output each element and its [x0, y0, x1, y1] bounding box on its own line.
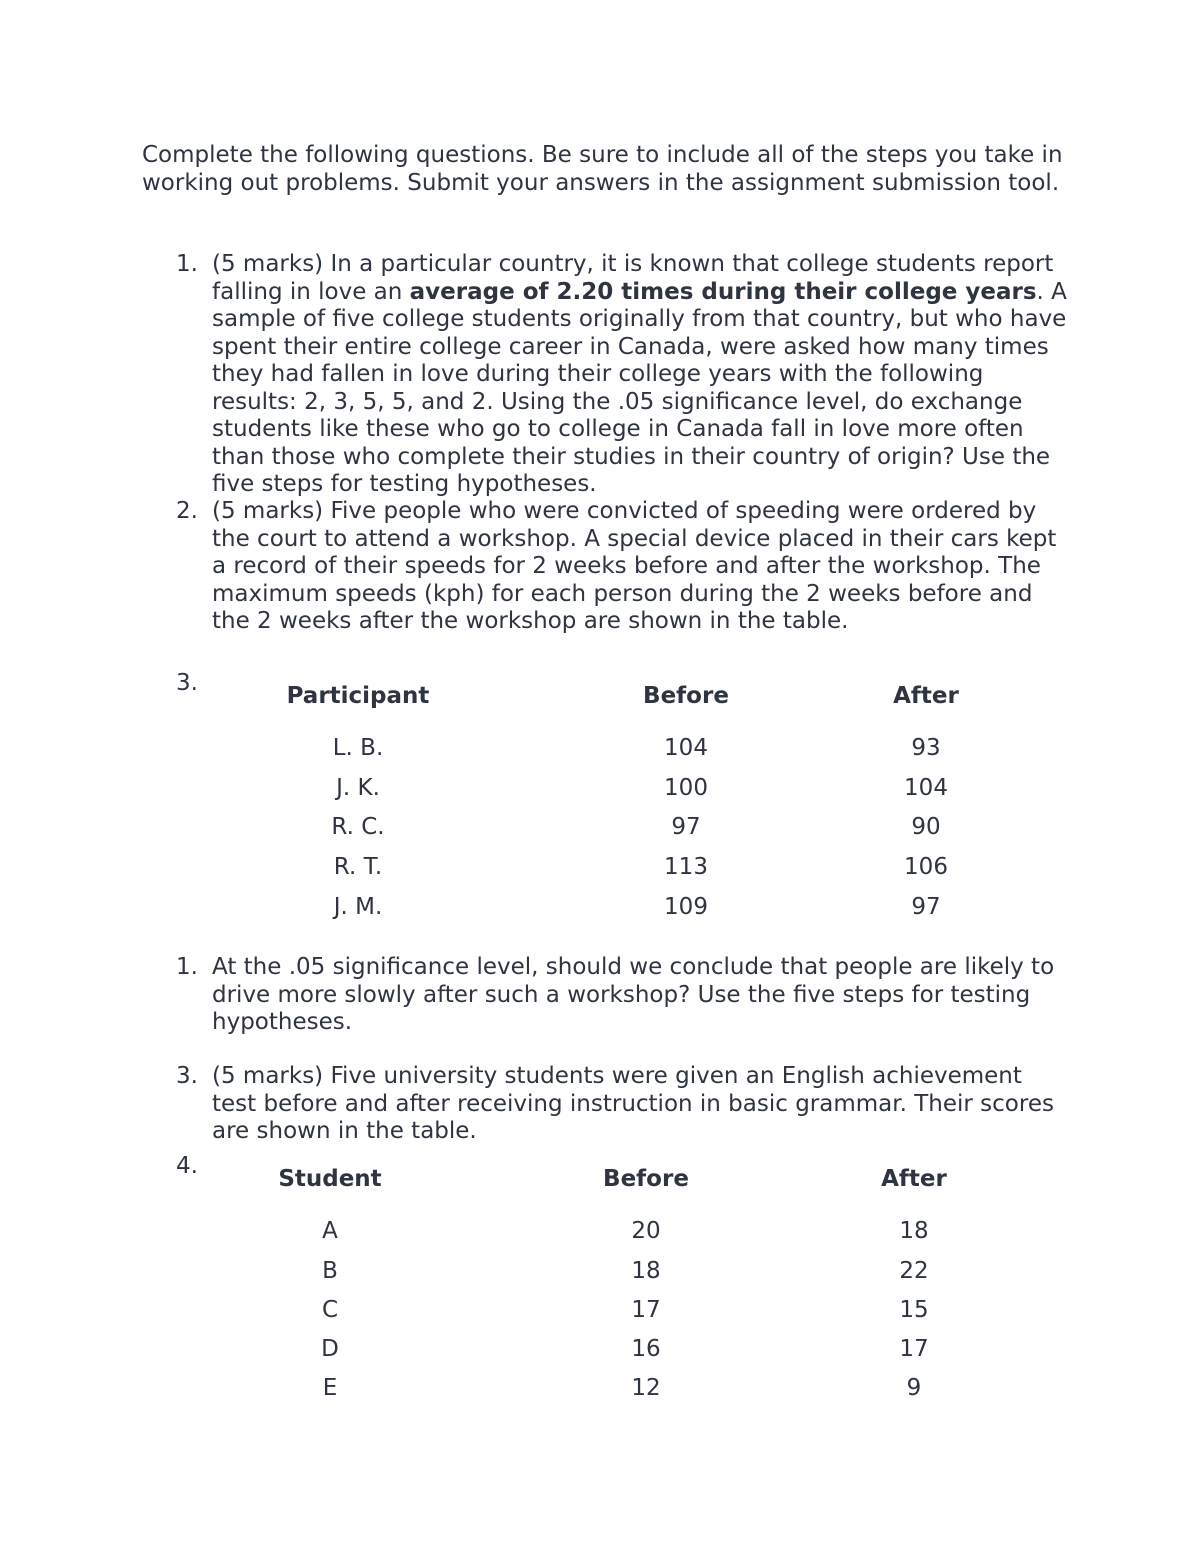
table-cell: 104 — [904, 775, 948, 801]
list-number: 3. — [176, 670, 198, 696]
question-text-part: (5 marks) In a particular country, it is known that college students report falling in love an — [212, 251, 1054, 305]
table-cell: A — [322, 1218, 338, 1244]
intro-paragraph: Complete the following questions. Be sure to include all of the steps you take in working out problems. Submit your answers in the assignment submission tool. — [142, 142, 1063, 196]
question-2-part — [142, 954, 1072, 1037]
question-text — [212, 251, 1072, 499]
table-cell: 17 — [899, 1336, 929, 1362]
table-cell: 104 — [664, 735, 708, 761]
table-cell: 93 — [911, 735, 941, 761]
table-cell: 18 — [631, 1258, 661, 1284]
table-cell: 17 — [631, 1297, 661, 1323]
bold-emphasis: average of 2.20 times during their college years — [409, 278, 1037, 305]
table-cell: C — [321, 1297, 339, 1323]
table-cell: 113 — [664, 854, 708, 880]
question-3 — [142, 1063, 1072, 1146]
table-cell: 106 — [904, 854, 948, 880]
table-header: Participant — [286, 683, 430, 709]
table-cell: E — [322, 1375, 338, 1401]
table-header: Before — [643, 683, 729, 709]
table-cell: J. M. — [333, 894, 383, 920]
list-number: 3. — [176, 1063, 198, 1089]
table-cell: J. K. — [336, 775, 380, 801]
question-text: (5 marks) Five people who were convicted of speeding were ordered by the court to attend a workshop. A special device placed in their cars kept a record of their speeds for 2 weeks before and after the workshop. The maximum speeds (kph) for each person during the 2 weeks before and the 2 weeks after the workshop are shown in the table. — [212, 498, 1057, 634]
table-header: Student — [278, 1166, 382, 1192]
question-1 — [142, 251, 1072, 499]
question-text: (5 marks) Five university students were given an English achievement test before and after receiving instruction in basic grammar. Their scores are shown in the table. — [212, 1063, 1054, 1144]
table-cell: D — [321, 1336, 339, 1362]
list-number: 2. — [176, 498, 198, 524]
question-text-part: . A sample of five college students originally from that country, but who have spent their entire college career in Canada, were asked how many times they had fallen in love during their college years with the following results: 2, 3, 5, 5, and 2. Using the .05 significance level, do exchange students like these who go to college in Canada fall in love more often than those who complete their studies in their country of origin? Use the five steps for testing hypotheses. — [212, 278, 1067, 497]
table-cell: 109 — [664, 894, 708, 920]
table-cell: 97 — [671, 814, 701, 840]
table-cell: 9 — [906, 1375, 922, 1401]
question-text: At the .05 significance level, should we conclude that people are likely to drive more slowly after such a workshop? Use the five steps for testing hypotheses. — [212, 954, 1055, 1035]
table-cell: 20 — [631, 1218, 661, 1244]
table-cell: 90 — [911, 814, 941, 840]
table-header: After — [881, 1166, 947, 1192]
table-cell: R. T. — [333, 854, 383, 880]
table-header: Before — [603, 1166, 689, 1192]
table-cell: 22 — [899, 1258, 929, 1284]
table-cell: L. B. — [332, 735, 384, 761]
table-cell: B — [322, 1258, 338, 1284]
table-cell: 18 — [899, 1218, 929, 1244]
table-cell: 97 — [911, 894, 941, 920]
question-2 — [142, 498, 1072, 636]
table-cell: 16 — [631, 1336, 661, 1362]
list-number: 1. — [176, 251, 198, 277]
table-cell: R. C. — [331, 814, 385, 840]
table-cell: 100 — [664, 775, 708, 801]
list-number: 1. — [176, 954, 198, 980]
table-cell: 12 — [631, 1375, 661, 1401]
table-cell: 15 — [899, 1297, 929, 1323]
table-header: After — [893, 683, 959, 709]
list-number: 4. — [176, 1153, 198, 1179]
